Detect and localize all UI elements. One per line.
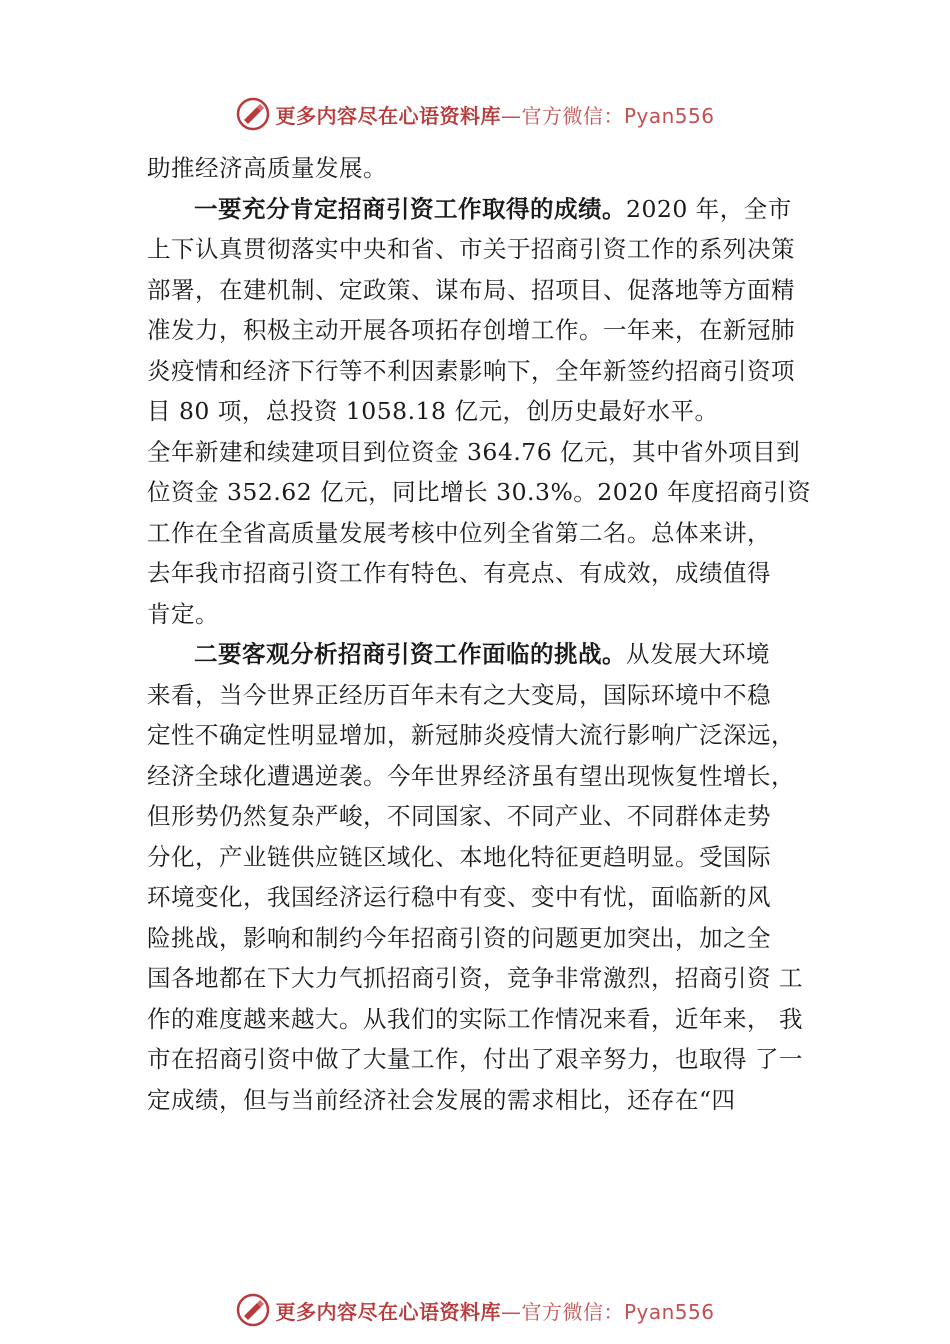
paragraph-line: 市在招商引资中做了大量工作，付出了艰辛努力，也取得 了一 (147, 1045, 803, 1073)
paragraph-heading: 一要充分肯定招商引资工作取得的成绩。 (194, 194, 626, 223)
brand-logo-icon (235, 96, 271, 132)
paragraph-line: 工作在全省高质量发展考核中位列全省第二名。总体来讲， (147, 518, 771, 547)
watermark-text: 更多内容尽在心语资料库—官方微信：Pyan556 (275, 1299, 715, 1324)
paragraph-line: 去年我市招商引资工作有特色、有亮点、有成效，成绩值得 (147, 559, 771, 587)
watermark-text: 更多内容尽在心语资料库—官方微信：Pyan556 (275, 103, 715, 128)
paragraph-line: 上下认真贯彻落实中央和省、市关于招商引资工作的系列决策 (147, 235, 795, 263)
paragraph-line: 助推经济高质量发展。 (147, 154, 387, 182)
paragraph-line: 环境变化，我国经济运行稳中有变、变中有忧，面临新的风 (147, 883, 771, 911)
paragraph-line: 险挑战，影响和制约今年招商引资的问题更加突出，加之全 (147, 923, 771, 952)
paragraph-line: 全年新建和续建项目到位资金 364.76 亿元，其中省外项目到 (147, 437, 801, 466)
paragraph-line: 但形势仍然复杂严峻，不同国家、不同产业、不同群体走势 (147, 802, 771, 830)
paragraph-line: 位资金 352.62 亿元，同比增长 30.3%。2020 年度招商引资 (147, 478, 812, 506)
paragraph-first-line: 二要客观分析招商引资工作面临的挑战。从发展大环境 (194, 640, 770, 668)
paragraph-line: 定成绩，但与当前经济社会发展的需求相比，还存在“四 (147, 1085, 736, 1114)
paragraph-line: 来看，当今世界正经历百年未有之大变局，国际环境中不稳 (147, 680, 771, 709)
paragraph-heading: 二要客观分析招商引资工作面临的挑战。 (194, 640, 626, 668)
paragraph-line: 肯定。 (147, 599, 219, 628)
paragraph-line: 部署，在建机制、定政策、谋布局、招项目、促落地等方面精 (147, 275, 795, 304)
paragraph-line: 准发力，积极主动开展各项拓存创增工作。一年来，在新冠肺 (147, 316, 795, 344)
paragraph-first-line: 一要充分肯定招商引资工作取得的成绩。2020 年，全市 (194, 194, 792, 223)
brand-logo-icon (235, 1292, 271, 1328)
footer-watermark (0, 1290, 950, 1330)
header-watermark (0, 94, 950, 134)
paragraph-line: 炎疫情和经济下行等不利因素影响下，全年新签约招商引资项 (147, 356, 795, 385)
paragraph-line: 国各地都在下大力气抓招商引资，竞争非常激烈，招商引资 工 (147, 964, 803, 992)
paragraph-line: 经济全球化遭遇逆袭。今年世界经济虽有望出现恢复性增长， (147, 761, 795, 790)
paragraph-line: 作的难度越来越大。从我们的实际工作情况来看，近年来， 我 (147, 1004, 803, 1033)
document-body (147, 148, 827, 1120)
paragraph-line: 目 80 项，总投资 1058.18 亿元，创历史最好水平。 (147, 397, 719, 425)
paragraph-line: 分化，产业链供应链区域化、本地化特征更趋明显。受国际 (147, 842, 771, 871)
paragraph-line: 定性不确定性明显增加，新冠肺炎疫情大流行影响广泛深远， (147, 721, 795, 749)
